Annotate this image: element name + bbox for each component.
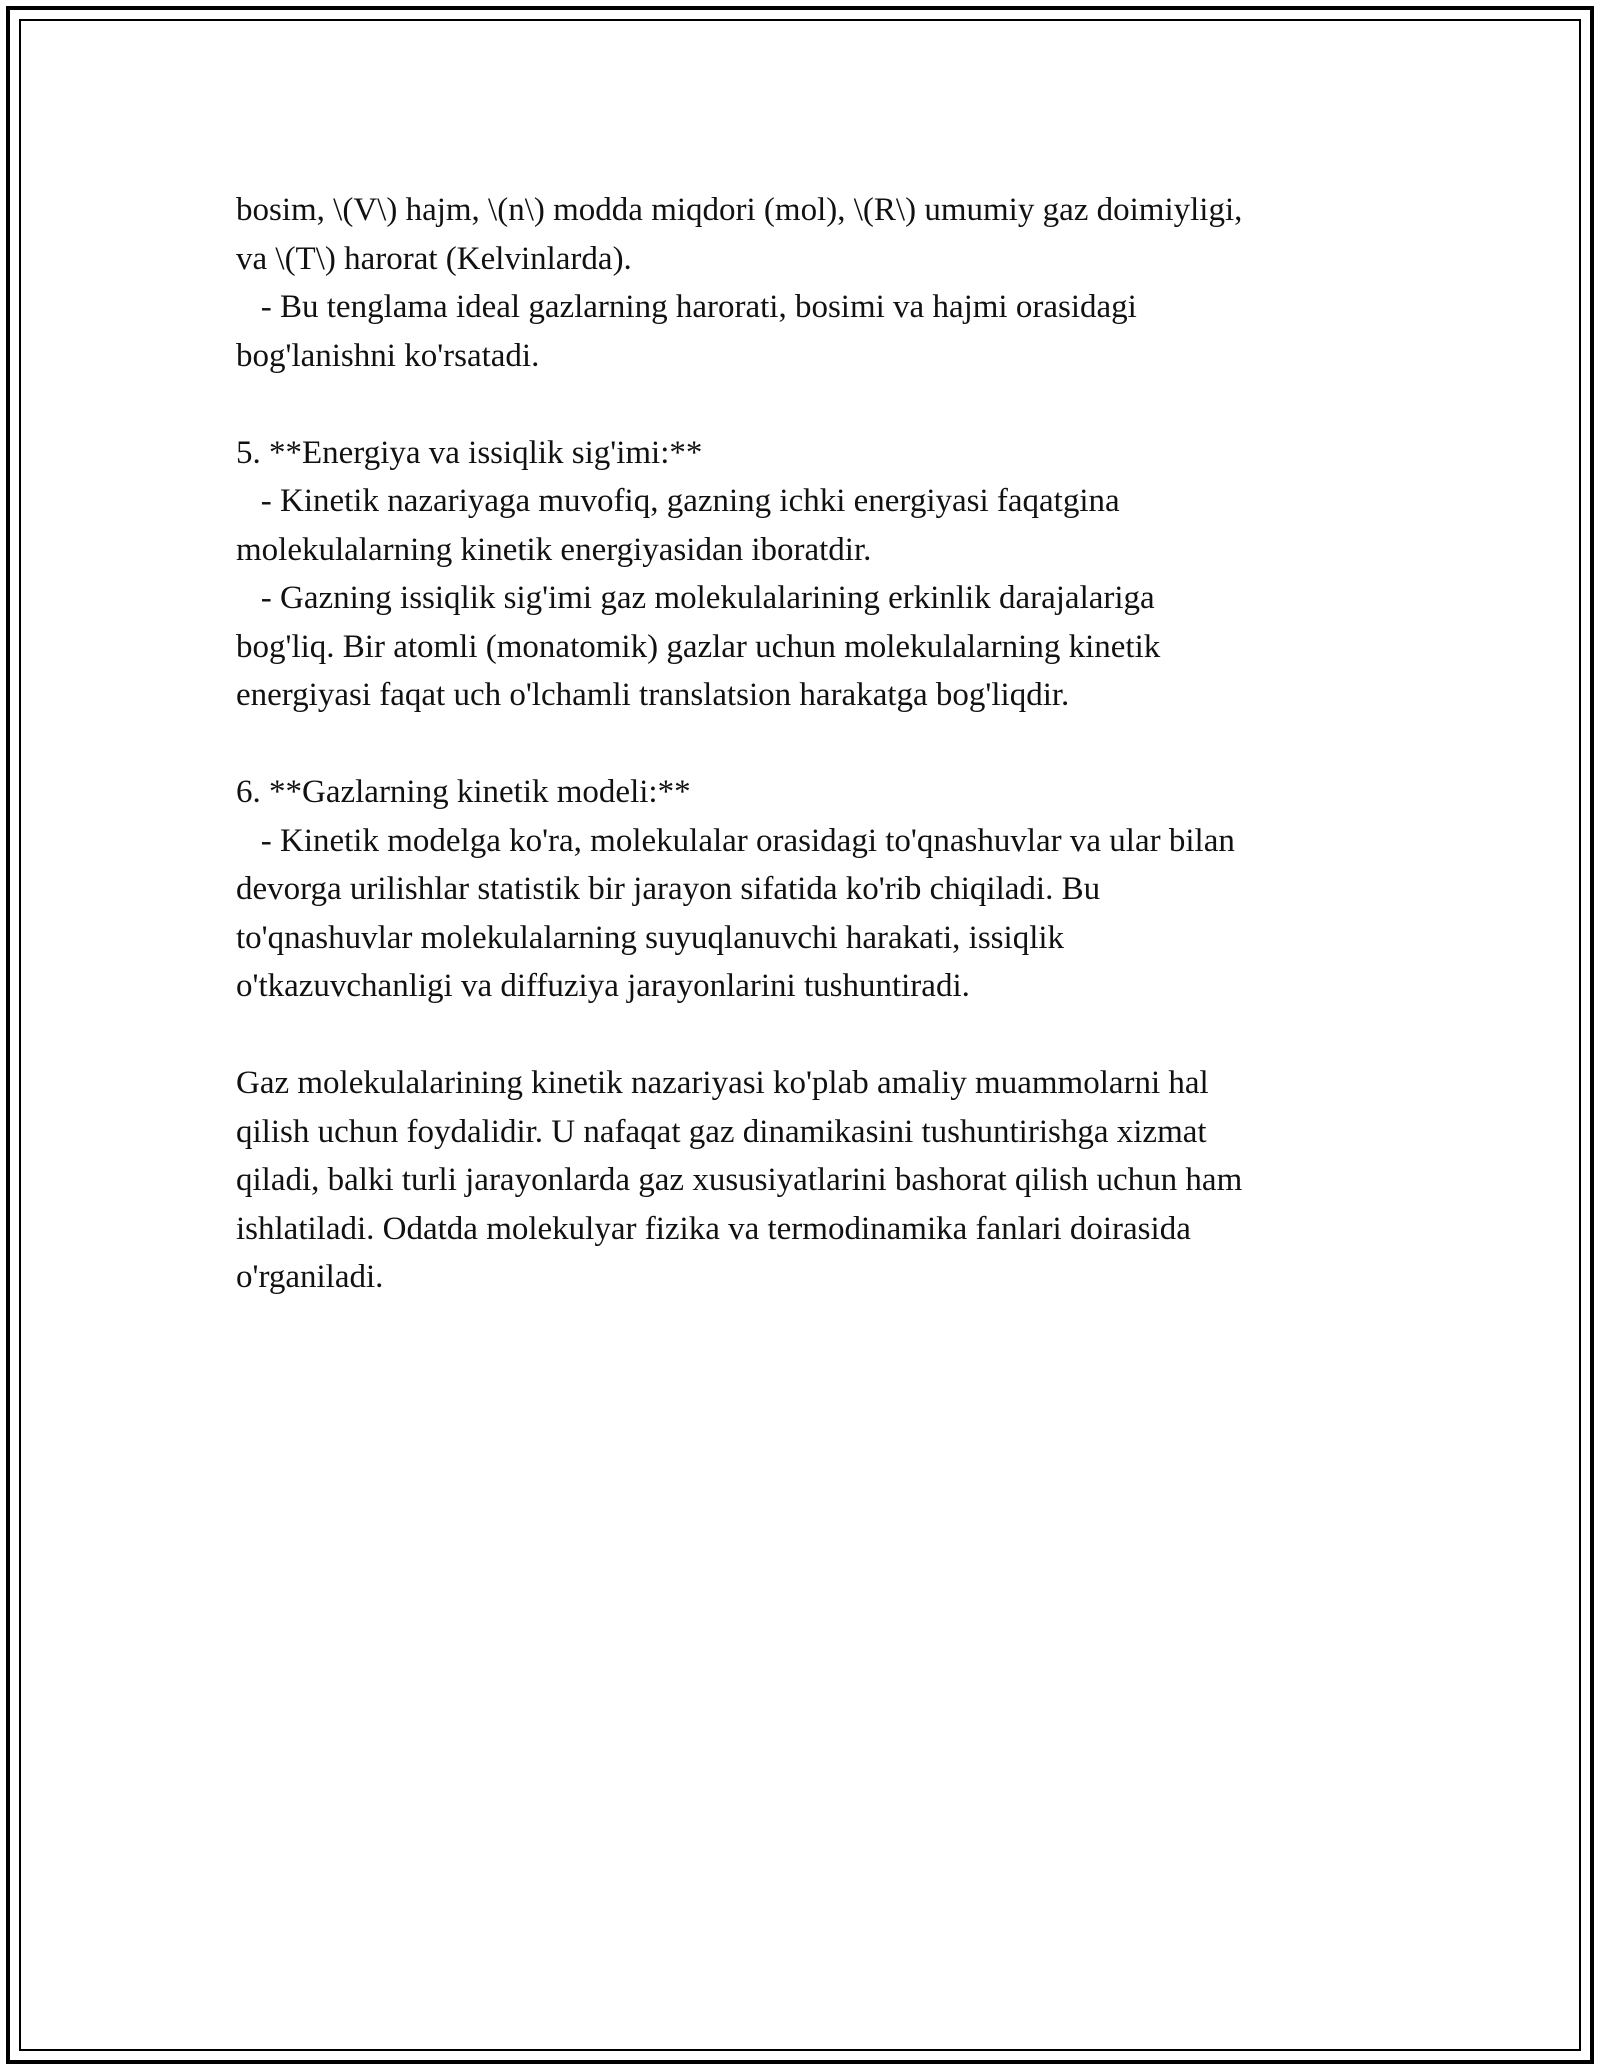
- text-line: energiyasi faqat uch o'lchamli translatsion harakatga bog'liqdir.: [236, 677, 1070, 713]
- conclusion-line: Gaz molekulalarining kinetik nazariyasi ko'plab amaliy muammolarni hal: [236, 1065, 1209, 1101]
- conclusion-line: ishlatiladi. Odatda molekulyar fizika va termodinamika fanlari doirasida: [236, 1210, 1191, 1247]
- text-line: bog'liq. Bir atomli (monatomik) gazlar uchun molekulalarning kinetik: [236, 628, 1161, 665]
- text-line: - Kinetik nazariyaga muvofiq, gazning ichki energiyasi faqatgina: [236, 483, 1120, 519]
- text-line: bog'lanishni ko'rsatadi.: [236, 337, 540, 374]
- text-line: - Kinetik modelga ko'ra, molekulalar orasidagi to'qnashuvlar va ular bilan: [236, 822, 1235, 859]
- text-line: bosim, \(V\) hajm, \(n\) modda miqdori (mol), \(R\) umumiy gaz doimiyligi,: [236, 192, 1243, 228]
- text-line: va \(T\) harorat (Kelvinlarda).: [236, 240, 632, 277]
- conclusion-line: qilish uchun foydalidir. U nafaqat gaz dinamikasini tushuntirishga xizmat: [236, 1113, 1207, 1150]
- blank-line: [236, 720, 1366, 769]
- blank-line: [236, 1011, 1366, 1060]
- conclusion-line: qiladi, balki turli jarayonlarda gaz xususiyatlarini bashorat qilish uchun ham: [236, 1162, 1243, 1198]
- text-line: - Gazning issiqlik sig'imi gaz molekulalarining erkinlik darajalariga: [236, 580, 1155, 616]
- text-line: devorga urilishlar statistik bir jarayon sifatida ko'rib chiqiladi. Bu: [236, 871, 1101, 907]
- blank-line: [236, 380, 1366, 429]
- section-heading-6: 6. **Gazlarning kinetik modeli:**: [236, 774, 691, 810]
- text-line: to'qnashuvlar molekulalarning suyuqlanuvchi harakati, issiqlik: [236, 919, 1065, 956]
- section-heading-5: 5. **Energiya va issiqlik sig'imi:**: [236, 434, 703, 471]
- text-line: - Bu tenglama ideal gazlarning harorati, bosimi va hajmi orasidagi: [236, 289, 1137, 325]
- document-body: [236, 186, 1366, 1302]
- text-line: molekulalarning kinetik energiyasidan iboratdir.: [236, 531, 872, 568]
- conclusion-line: o'rganiladi.: [236, 1259, 384, 1295]
- text-line: o'tkazuvchanligi va diffuziya jarayonlarini tushuntiradi.: [236, 968, 970, 1004]
